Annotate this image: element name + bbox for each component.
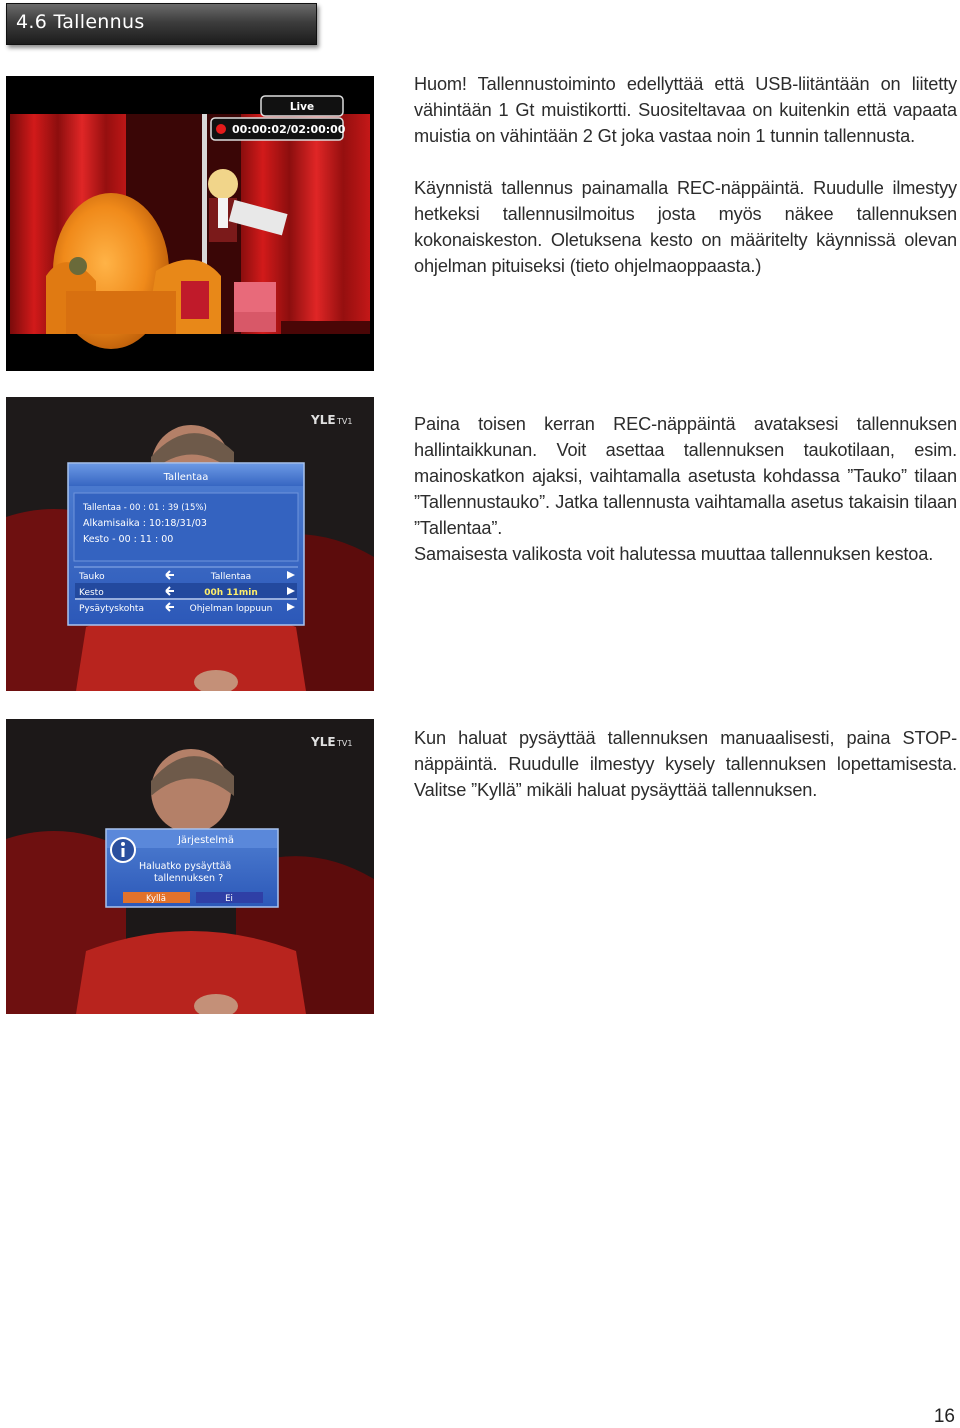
option-label: Pysäytyskohta (79, 604, 144, 614)
page-number: 16 (933, 1406, 955, 1427)
screenshot-record-menu (6, 397, 374, 691)
option-label: Tauko (79, 572, 105, 582)
no-label: Ei (225, 894, 233, 904)
screenshot-stop-dialog (6, 719, 374, 1014)
yes-label: Kyllä (146, 894, 166, 904)
start-time: Alkamisaika : 10:18/31/03 (83, 518, 207, 529)
section-title: 4.6 Tallennus (16, 11, 145, 33)
section-header (6, 3, 317, 45)
paragraph-record-control: Paina toisen kerran REC-näppäintä avataksesi tallennuksen hallintaikkunan. Voit asettaa tallennuksen taukotilaan, esim. mainoskatkon ajaksi, vaihtamalla asetusta kohdassa ”Tauko” tilaan ”Tallennustauko”. Jatka tallennusta vaihtamalla asetus takaisin tilaan ”Tallentaa”. (414, 414, 957, 538)
yes-button[interactable] (123, 892, 190, 904)
channel-logo: YLE (311, 735, 336, 749)
channel-sub: TV1 (337, 417, 353, 426)
channel-sub: TV1 (337, 739, 353, 748)
stop-confirm-dialog (106, 829, 278, 907)
paragraph-change-duration: Samaisesta valikosta voit halutessa muuttaa tallennuksen kestoa. (414, 544, 934, 564)
screenshot-live-recording (6, 76, 374, 371)
dialog-title: Tallentaa (163, 472, 209, 483)
duration-info: Kesto - 00 : 11 : 00 (83, 534, 174, 545)
option-row-duration[interactable] (75, 583, 297, 599)
option-value: Tallentaa (210, 572, 252, 582)
dialog-title: Järjestelmä (177, 835, 235, 846)
live-badge: Live (289, 101, 315, 113)
recording-status: Tallentaa - 00 : 01 : 39 (15%) (83, 503, 207, 513)
paragraph-start-recording: Käynnistä tallennus painamalla REC-näppäintä. Ruudulle ilmestyy hetkeksi tallennusilmoitus josta myös näkee tallennuksen kokonaiskeston. Oletuksena kesto on määritelty käynnissä olevan ohjelman pituiseksi (tieto ohjelmaoppaasta.) (414, 178, 957, 276)
record-timer: 00:00:02/02:00:00 (232, 123, 346, 136)
option-value: 00h 11min (204, 588, 258, 598)
record-indicator-icon (216, 124, 226, 134)
dialog-message-line1: Haluatko pysäyttää (139, 861, 232, 872)
info-icon (111, 838, 135, 862)
option-label: Kesto (79, 588, 104, 598)
option-value: Ohjelman loppuun (189, 604, 273, 614)
dialog-message-line2: tallennuksen ? (154, 873, 224, 884)
channel-logo: YLE (311, 413, 336, 427)
no-button[interactable] (196, 892, 263, 904)
paragraph-stop-recording: Kun haluat pysäyttää tallennuksen manuaalisesti, paina STOP-näppäintä. Ruudulle ilmestyy kysely tallennuksen lopettamisesta. Valitse ”Kyllä” mikäli haluat pysäyttää tallennuksen. (414, 728, 957, 800)
paragraph-usb-note: Huom! Tallennustoiminto edellyttää että USB-liitäntään on liitetty vähintään 1 Gt muistikortti. Suositeltavaa on kuitenkin että vapaata muistia on vähintään 2 Gt joka vastaa noin 1 tunnin tallennusta. (414, 74, 957, 146)
record-control-dialog (68, 463, 304, 625)
